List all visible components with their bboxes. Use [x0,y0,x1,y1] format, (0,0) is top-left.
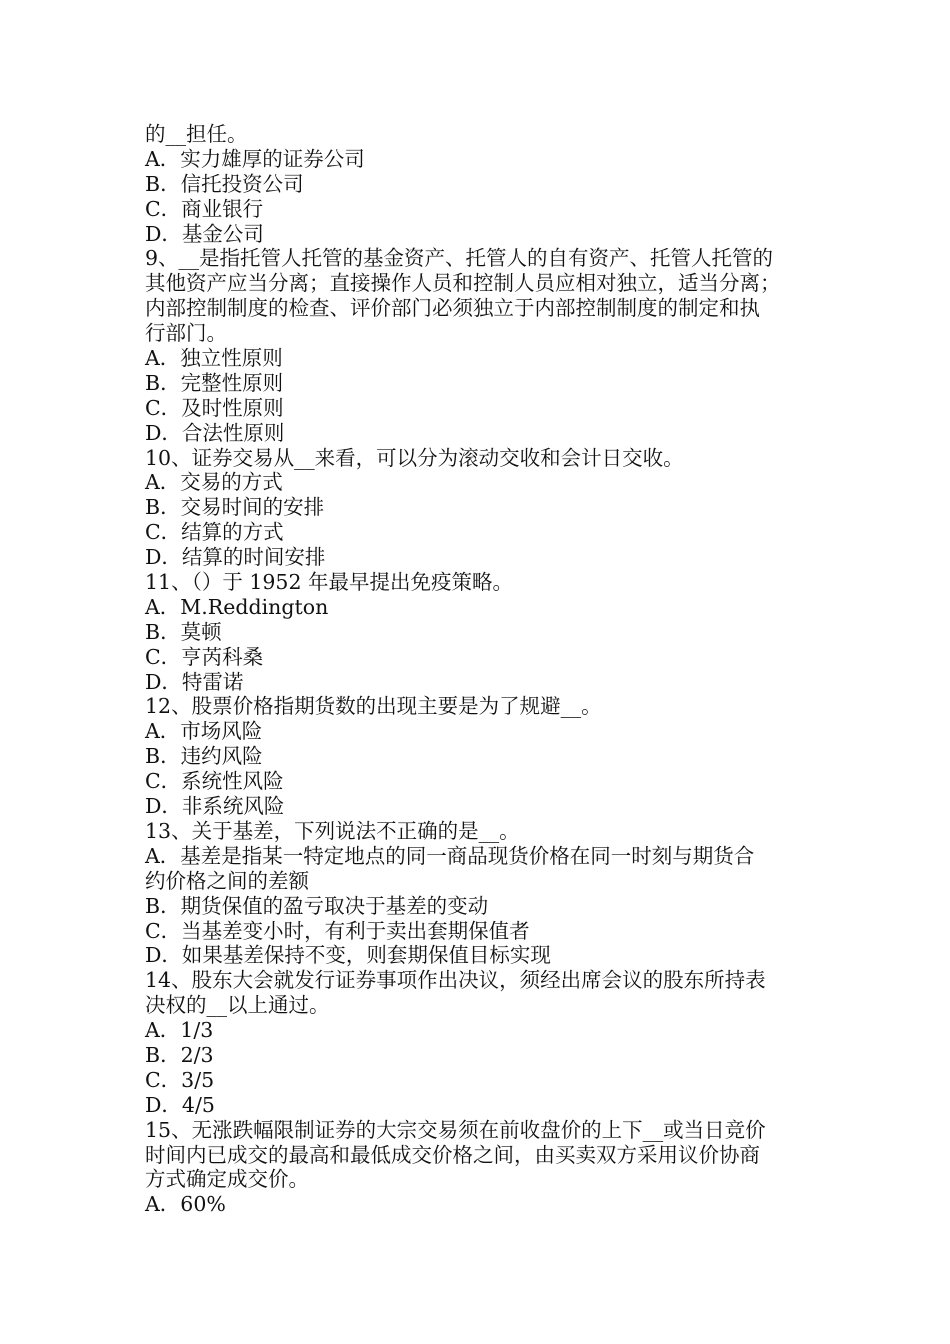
option-line: A．基差是指某一特定地点的同一商品现货价格在同一时刻与期货合 [145,843,755,868]
question-line: 12、股票价格指期货数的出现主要是为了规避__。 [145,694,602,719]
option-line: C．3/5 [145,1067,215,1092]
question-line: 方式确定成交价。 [145,1167,309,1192]
option-line: C．亨芮科桑 [145,644,264,669]
question-line: 9、__是指托管人托管的基金资产、托管人的自有资产、托管人托管的 [145,246,774,271]
question-line: 13、关于基差，下列说法不正确的是__。 [145,818,520,843]
option-line: B．信托投资公司 [145,171,304,196]
option-line: 约价格之间的差额 [145,868,309,893]
question-line: 其他资产应当分离；直接操作人员和控制人员应相对独立，适当分离； [145,271,781,296]
option-line: A．市场风险 [145,719,263,744]
option-line: D．非系统风险 [145,794,285,819]
question-line: 14、股东大会就发行证券事项作出决议，须经出席会议的股东所持表 [145,968,766,993]
question-line: 时间内已成交的最高和最低成交价格之间，由买卖双方采用议价协商 [145,1142,760,1167]
question-line: 内部控制制度的检查、评价部门必须独立于内部控制制度的制定和执 [145,296,760,321]
question-line: 11、（）于 1952 年最早提出免疫策略。 [145,570,514,595]
option-line: B．完整性原则 [145,370,284,395]
option-line: C．当基差变小时，有利于卖出套期保值者 [145,918,530,943]
question-line: 决权的__以上通过。 [145,993,330,1018]
document-body [145,122,810,1217]
question-line: 15、无涨跌幅限制证券的大宗交易须在前收盘价的上下__或当日竞价 [145,1117,766,1142]
option-line: A．60% [145,1192,226,1217]
option-line: B．2/3 [145,1042,214,1067]
option-line: B．交易时间的安排 [145,495,325,520]
option-line: D．基金公司 [145,221,264,246]
option-line: C．及时性原则 [145,395,284,420]
option-line: A．独立性原则 [145,346,283,371]
option-line: D．结算的时间安排 [145,545,326,570]
option-line: D．如果基差保持不变，则套期保值目标实现 [145,943,551,968]
option-line: B．期货保值的盈亏取决于基差的变动 [145,893,489,918]
option-line: A．交易的方式 [145,470,283,495]
option-line: C．系统性风险 [145,769,284,794]
option-line: A．M.Reddington [145,594,329,619]
option-line: A．实力雄厚的证券公司 [145,146,365,171]
option-line: D．4/5 [145,1092,215,1117]
option-line: B．莫顿 [145,619,222,644]
option-line: C．结算的方式 [145,520,284,545]
text-line: 的__担任。 [145,122,248,146]
option-line: B．违约风险 [145,744,263,769]
question-line: 10、证券交易从__来看，可以分为滚动交收和会计日交收。 [145,445,684,470]
option-line: D．特雷诺 [145,669,244,694]
question-line: 行部门。 [145,321,227,346]
option-line: C．商业银行 [145,196,264,221]
option-line: A．1/3 [145,1018,214,1043]
option-line: D．合法性原则 [145,420,285,445]
